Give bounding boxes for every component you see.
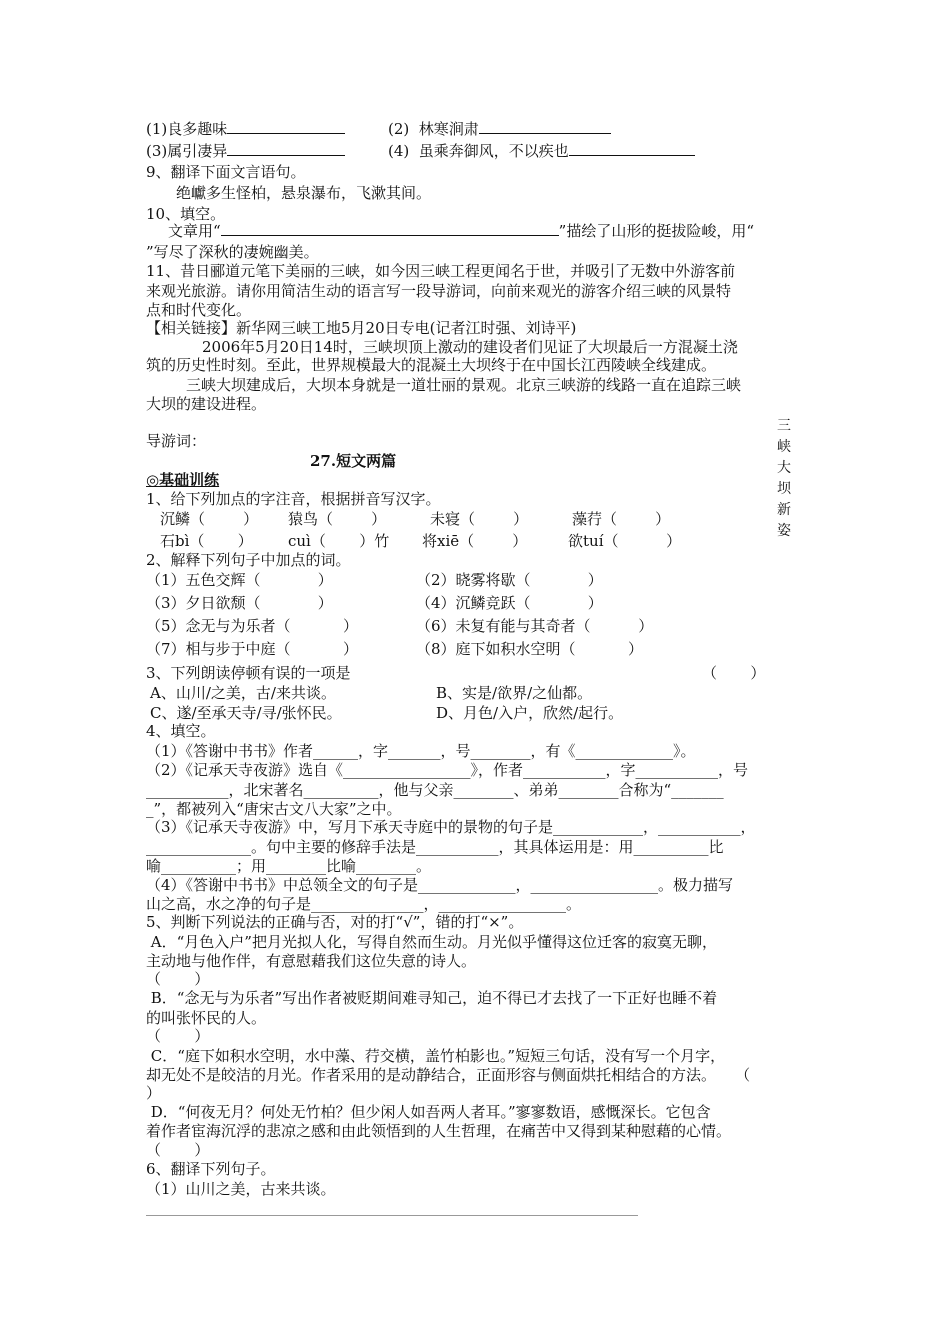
q3-option-b: B、实是/欲界/之仙都。 (436, 684, 593, 702)
q3-option-c: C、遂/至承天寺/寻/张怀民。 (150, 704, 342, 722)
q1-item: 欲tuí（ ） (568, 532, 682, 550)
answer-blank[interactable] (227, 141, 345, 156)
answer-blank[interactable] (221, 221, 559, 236)
q4-line: （4）《答谢中书书》中总领全文的句子是_____________，_________________。极力描写 (146, 876, 734, 894)
q2-heading: 2、解释下列句子中加点的词。 (146, 551, 351, 569)
side-char: 坝 (777, 481, 791, 497)
link-para-1: 2006年5月20日14时，三峡坝顶上激动的建设者们见证了大坝最后一方混凝土浇 (202, 338, 738, 356)
q8-item-3-label: (3)属引凄异 (146, 142, 228, 160)
q2-item: （1）五色交辉（ ） (146, 571, 333, 589)
q6-item: （1）山川之美，古来共谈。 (146, 1180, 336, 1198)
q9-heading: 9、翻译下面文言语句。 (146, 163, 306, 181)
q10-text-b: ”描绘了山形的挺拔险峻，用“ (558, 222, 755, 240)
q2-item: （5）念无与为乐者（ ） (146, 617, 358, 635)
q8-item-1-label: (1)良多趣味 (146, 120, 228, 138)
q2-item: （8）庭下如积水空明（ ） (416, 640, 643, 658)
q1-item: 沉鳞（ ） (160, 510, 259, 528)
side-char: 姿 (777, 523, 791, 539)
q6-heading: 6、翻译下列句子。 (146, 1160, 276, 1178)
answer-blank[interactable] (227, 119, 345, 134)
q2-item: （2）晓雾将歇（ ） (416, 571, 603, 589)
side-caption (776, 416, 792, 542)
q5-answer-paren[interactable]: ） (146, 1084, 162, 1102)
q11-line-1: 11、昔日郦道元笔下美丽的三峡，如今因三峡工程更闻名于世，并吸引了无数中外游客前 (146, 262, 736, 280)
section-heading: ◎基础训练 (146, 471, 220, 489)
q5-answer-paren[interactable]: （ ） (146, 970, 210, 988)
q1-item: cuì（ ）竹 (288, 532, 390, 550)
q1-item: 石bì（ ） (160, 532, 253, 550)
q11-line-2: 来观光旅游。请你用简洁生动的语言写一段导游词，向前来观光的游客介绍三峡的风景特 (146, 282, 732, 300)
link-para-2: 筑的历史性时刻。至此，世界规模最大的混凝土大坝终于在中国长江西陵峡全线建成。 (146, 356, 717, 374)
q5-answer-paren[interactable]: （ ） (146, 1141, 210, 1159)
q1-heading: 1、给下列加点的字注音，根据拼音写汉字。 (146, 490, 441, 508)
q9-text: 绝巘多生怪柏，悬泉瀑布，飞漱其间。 (176, 184, 432, 202)
q2-item: （7）相与步于中庭（ ） (146, 640, 358, 658)
q3-answer-paren[interactable]: （ ） (702, 664, 766, 682)
q3-option-d: D、月色/入户，欣然/起行。 (436, 704, 624, 722)
q8-item-2-label: (2) 林寒涧肃 (388, 120, 479, 138)
q8-item-3 (146, 141, 345, 160)
q8-item-1 (146, 119, 345, 138)
side-char: 三 (777, 418, 791, 434)
q2-item: （3）夕日欲颓（ ） (146, 594, 333, 612)
q4-line: 喻__________；用________比喻________。 (146, 857, 432, 875)
side-char: 大 (777, 460, 791, 476)
q8-item-4-label: (4) 虽乘奔御风，不以疾也 (388, 142, 569, 160)
q5-statement: 主动地与他作伴，有意慰藉我们这位失意的诗人。 (146, 952, 477, 970)
link-para-3: 三峡大坝建成后，大坝本身就是一道壮丽的景观。北京三峡游的线路一直在追踪三峡 (186, 376, 742, 394)
q5-statement: 着作者宦海沉浮的悲凉之感和由此领悟到的人生哲理，在痛苦中又得到某种慰藉的心情。 (146, 1122, 732, 1140)
answer-blank[interactable] (569, 141, 695, 156)
q8-item-2 (388, 119, 611, 138)
q10-text-a: 文章用“ (168, 222, 221, 240)
q5-statement: 却无处不是皎洁的月光。作者采用的是动静结合，正面形容与侧面烘托相结合的方法。 （ (146, 1066, 751, 1084)
q1-item: 未寝（ ） (430, 510, 529, 528)
q1-item: 将xiē（ ） (422, 532, 528, 550)
q2-item: （6）未复有能与其奇者（ ） (416, 617, 654, 635)
lesson-title: 27.短文两篇 (310, 452, 397, 470)
side-char: 新 (777, 502, 791, 518)
q4-line: 山之高，水之净的句子是_______________，_________________。 (146, 895, 582, 913)
q4-line: _”，都被列入“唐宋古文八大家”之中。 (146, 800, 402, 818)
q10-line-2: ”写尽了深秋的凄婉幽美。 (146, 243, 319, 261)
q1-item: 猿鸟（ ） (288, 510, 387, 528)
q5-heading: 5、判断下列说法的正确与否，对的打“√”，错的打“×”。 (146, 913, 524, 931)
guide-label: 导游词： (146, 432, 207, 450)
link-para-4: 大坝的建设进程。 (146, 395, 267, 413)
q5-statement: B．“念无与为乐者”写出作者被贬期间难寻知己，迫不得已才去找了一下正好也睡不着 (146, 989, 718, 1007)
q1-item: 藻荇（ ） (572, 510, 671, 528)
q10-heading: 10、填空。 (146, 205, 226, 223)
q8-item-4 (388, 141, 695, 160)
q3-option-a: A、山川/之美，古/来共谈。 (150, 684, 336, 702)
q2-item: （4）沉鳞竞跃（ ） (416, 594, 603, 612)
q4-line: （1）《答谢中书书》作者______，字_______，号________，有《_____________》。 (146, 742, 696, 760)
q4-line: ___________，北宋著名__________，他与父亲________、弟弟________合称为“_______ (146, 781, 724, 799)
q5-statement: D．“何夜无月？何处无竹柏？但少闲人如吾两人者耳。”寥寥数语，感慨深长。它包含 (146, 1103, 711, 1121)
q11-line-3: 点和时代变化。 (146, 301, 252, 319)
q4-line: ______________。句中主要的修辞手法是___________，其具体运用是：用__________比 (146, 838, 724, 856)
q5-statement: 的叫张怀民的人。 (146, 1009, 267, 1027)
q4-line: （3）《记承天寺夜游》中，写月下承天寺庭中的景物的句子是____________，___________， (146, 818, 756, 836)
q5-statement: A．“月色入户”把月光拟人化，写得自然而生动。月光似乎懂得这位迁客的寂寞无聊， (146, 933, 717, 951)
side-char: 峡 (777, 439, 791, 455)
q10-line (168, 221, 754, 240)
q4-line: （2）《记承天寺夜游》选自《_________________》，作者___________，字___________，号 (146, 761, 749, 779)
q5-answer-paren[interactable]: （ ） (146, 1027, 210, 1045)
related-link: 【相关链接】新华网三峡工地5月20日专电(记者江时强、刘诗平) (146, 319, 577, 337)
answer-line[interactable] (146, 1215, 638, 1216)
answer-blank[interactable] (479, 119, 611, 134)
q4-heading: 4、填空。 (146, 722, 216, 740)
q3-heading: 3、下列朗读停顿有误的一项是 (146, 664, 351, 682)
q5-statement: C．“庭下如积水空明，水中藻、荇交横，盖竹柏影也。”短短三句话，没有写一个月字， (146, 1047, 726, 1065)
